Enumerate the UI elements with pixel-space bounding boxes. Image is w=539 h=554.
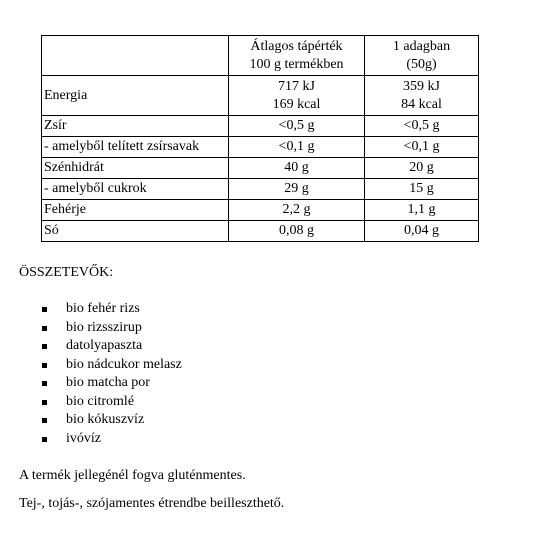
row-label: Szénhidrát: [42, 158, 229, 179]
energy-per-100g-kj: 717 kJ: [278, 78, 315, 94]
header-empty-cell: [42, 36, 229, 76]
list-item: [0, 411, 182, 430]
row-per-serving: <0,5 g: [365, 116, 479, 137]
header-per-100g-line2: 100 g termékben: [249, 56, 344, 72]
list-item: [0, 337, 182, 356]
table-row-carbohydrate: [42, 158, 479, 179]
square-bullet-icon: [42, 381, 47, 386]
list-item: [0, 300, 182, 319]
ingredient-text: bio kókuszvíz: [66, 412, 145, 427]
header-per-100g: [229, 36, 365, 76]
list-item: [0, 319, 182, 338]
nutrition-table: [41, 35, 479, 242]
row-label: Zsír: [42, 116, 229, 137]
row-per-100g: 0,08 g: [229, 221, 365, 242]
ingredient-text: bio citromlé: [66, 393, 135, 409]
square-bullet-icon: [42, 363, 47, 368]
list-item: [0, 430, 182, 449]
table-row-fat: [42, 116, 479, 137]
row-label: Fehérje: [42, 200, 229, 221]
ingredient-text: bio fehér rizs: [66, 301, 140, 316]
table-row-sugars: [42, 179, 479, 200]
ingredients-list: [0, 300, 182, 448]
list-item: [0, 356, 182, 375]
energy-label: Energia: [42, 76, 229, 116]
square-bullet-icon: [42, 437, 47, 442]
energy-per-100g-kcal: 169 kcal: [272, 96, 321, 112]
row-per-100g: 29 g: [229, 179, 365, 200]
square-bullet-icon: [42, 307, 47, 312]
row-per-serving: 20 g: [365, 158, 479, 179]
row-per-100g: 2,2 g: [229, 200, 365, 221]
square-bullet-icon: [42, 400, 47, 405]
energy-per-serving: [365, 76, 479, 116]
table-row-saturated-fat: [42, 137, 479, 158]
diet-note: Tej-, tojás-, szójamentes étrendbe beilleszthető.: [19, 496, 285, 511]
ingredient-text: bio rizsszirup: [66, 319, 142, 335]
gluten-free-note: A termék jellegénél fogva gluténmentes.: [19, 468, 246, 483]
header-per-serving-line2: (50g): [406, 56, 437, 72]
energy-per-serving-kj: 359 kJ: [403, 78, 440, 94]
square-bullet-icon: [42, 344, 47, 349]
row-per-serving: 15 g: [365, 179, 479, 200]
table-row-salt: [42, 221, 479, 242]
row-per-100g: <0,1 g: [229, 137, 365, 158]
list-item: [0, 393, 182, 412]
row-label: Só: [42, 221, 229, 242]
ingredient-text: ivóvíz: [66, 430, 101, 446]
ingredients-heading: ÖSSZETEVŐK:: [19, 265, 114, 280]
row-per-100g: 40 g: [229, 158, 365, 179]
row-per-serving: 0,04 g: [365, 221, 479, 242]
ingredient-text: bio matcha por: [66, 375, 150, 390]
row-per-100g: <0,5 g: [229, 116, 365, 137]
row-per-serving: <0,1 g: [365, 137, 479, 158]
list-item: [0, 374, 182, 393]
header-per-serving-line1: 1 adagban: [392, 38, 451, 54]
row-per-serving: 1,1 g: [365, 200, 479, 221]
ingredient-text: bio nádcukor melasz: [66, 356, 182, 372]
ingredient-text: datolyapaszta: [66, 338, 143, 353]
table-row-protein: [42, 200, 479, 221]
energy-per-serving-kcal: 84 kcal: [401, 96, 442, 112]
header-per-serving: [365, 36, 479, 76]
table-row-energy: [42, 76, 479, 116]
energy-per-100g: [229, 76, 365, 116]
square-bullet-icon: [42, 326, 47, 331]
square-bullet-icon: [42, 418, 47, 423]
row-label: - amelyből telített zsírsavak: [42, 137, 229, 158]
row-label: - amelyből cukrok: [42, 179, 229, 200]
header-per-100g-line1: Átlagos tápérték: [250, 38, 343, 54]
table-header-row: [42, 36, 479, 76]
